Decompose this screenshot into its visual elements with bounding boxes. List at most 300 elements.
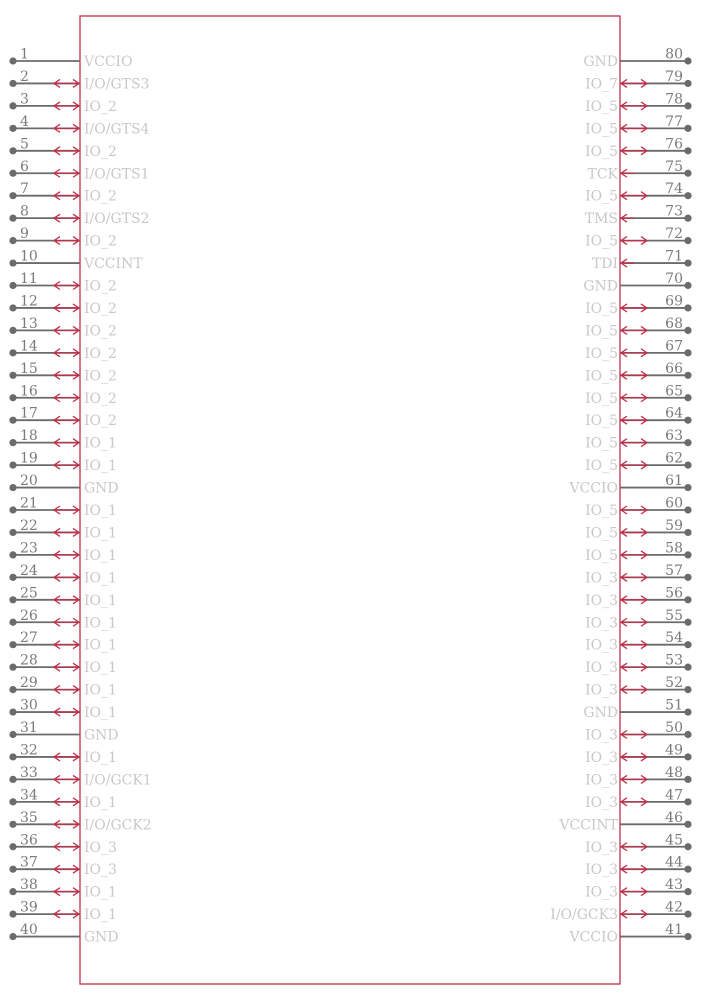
pin-endpoint-dot: [684, 843, 691, 850]
pin-name: IO_1: [84, 570, 117, 587]
pin-name: I/O/GCK3: [550, 907, 618, 924]
bidirectional-arrow-icon: [54, 820, 79, 828]
pin-number: 22: [20, 517, 38, 534]
pin-endpoint-dot: [684, 484, 691, 491]
pin-name: IO_2: [84, 233, 117, 250]
pin-number: 51: [665, 697, 683, 714]
pin-name: IO_1: [84, 637, 117, 654]
pin-endpoint-dot: [9, 349, 16, 356]
pin-22: [9, 518, 117, 542]
pin-name: IO_2: [84, 98, 117, 115]
pin-name: IO_3: [585, 660, 618, 677]
pin-endpoint-dot: [684, 596, 691, 603]
bidirectional-arrow-icon: [621, 79, 647, 87]
pin-number: 47: [665, 787, 683, 804]
pin-number: 35: [20, 809, 38, 826]
bidirectional-arrow-icon: [54, 371, 79, 379]
pin-name: TDI: [591, 256, 618, 273]
bidirectional-arrow-icon: [54, 573, 79, 581]
pin-77: [585, 114, 692, 138]
pin-endpoint-dot: [684, 753, 691, 760]
pin-11: [9, 271, 117, 295]
pin-number: 17: [20, 405, 38, 422]
pin-name: I/O/GCK2: [84, 817, 152, 834]
bidirectional-arrow-icon: [54, 865, 79, 873]
pin-endpoint-dot: [684, 551, 691, 558]
pin-number: 57: [665, 562, 683, 579]
pin-endpoint-dot: [684, 57, 691, 64]
pin-26: [9, 608, 117, 632]
pin-80: [583, 47, 691, 71]
pin-41: [568, 922, 691, 946]
pin-endpoint-dot: [9, 327, 16, 334]
pin-number: 11: [20, 271, 38, 287]
pin-endpoint-dot: [9, 664, 16, 671]
pin-36: [9, 832, 117, 856]
pin-number: 80: [665, 46, 683, 63]
pin-number: 56: [665, 585, 683, 602]
pin-name: I/O/GTS3: [84, 76, 150, 93]
pin-number: 55: [665, 607, 683, 624]
pin-44: [585, 855, 692, 879]
pin-68: [585, 316, 692, 340]
pin-name: IO_5: [585, 458, 618, 475]
pin-number: 14: [20, 338, 38, 355]
pin-number: 66: [665, 360, 683, 377]
pin-endpoint-dot: [684, 147, 691, 154]
pin-name: I/O/GTS4: [84, 121, 150, 138]
pin-endpoint-dot: [684, 215, 691, 222]
pin-71: [592, 249, 692, 273]
pin-number: 79: [665, 68, 683, 85]
bidirectional-arrow-icon: [54, 461, 79, 469]
pin-name: IO_3: [585, 682, 618, 699]
pin-number: 60: [665, 495, 683, 512]
pin-number: 44: [665, 854, 683, 871]
pin-number: 61: [665, 473, 683, 490]
pin-endpoint-dot: [9, 439, 16, 446]
pin-name: VCCIO: [569, 480, 618, 497]
pin-endpoint-dot: [9, 551, 16, 558]
pin-70: [583, 271, 691, 295]
pin-name: IO_5: [585, 525, 618, 542]
pin-endpoint-dot: [9, 798, 16, 805]
pin-31: [9, 720, 118, 744]
pin-32: [9, 742, 117, 766]
pin-number: 2: [20, 68, 29, 85]
pin-endpoint-dot: [684, 304, 691, 311]
pin-name: IO_3: [585, 727, 618, 744]
pin-number: 32: [20, 742, 38, 759]
pin-endpoint-dot: [684, 731, 691, 738]
pin-24: [9, 563, 117, 587]
pin-name: IO_5: [585, 121, 618, 138]
pin-66: [585, 361, 692, 385]
pin-number: 13: [20, 315, 38, 332]
bidirectional-arrow-icon: [621, 394, 647, 402]
pin-endpoint-dot: [9, 776, 16, 783]
bidirectional-arrow-icon: [54, 551, 79, 559]
pin-name: GND: [583, 54, 618, 70]
pin-name: I/O/GCK1: [84, 772, 152, 789]
right-pin-column: [550, 47, 691, 946]
pin-endpoint-dot: [9, 147, 16, 154]
pin-5: [9, 136, 117, 160]
pin-39: [9, 900, 117, 924]
input-arrow-icon: [621, 214, 634, 222]
pin-27: [9, 630, 117, 654]
pin-endpoint-dot: [9, 304, 16, 311]
pin-name: GND: [583, 705, 618, 722]
pin-endpoint-dot: [9, 596, 16, 603]
bidirectional-arrow-icon: [621, 192, 647, 200]
pin-name: IO_1: [84, 458, 117, 475]
pin-number: 63: [665, 428, 683, 445]
pin-endpoint-dot: [9, 282, 16, 289]
pin-50: [585, 720, 692, 744]
bidirectional-arrow-icon: [54, 326, 79, 334]
pin-number: 45: [665, 832, 683, 849]
bidirectional-arrow-icon: [54, 506, 79, 514]
bidirectional-arrow-icon: [621, 596, 647, 604]
pin-67: [585, 338, 692, 362]
pin-name: IO_3: [585, 749, 618, 766]
pin-number: 71: [665, 248, 683, 265]
pin-19: [9, 451, 117, 475]
pin-number: 58: [665, 540, 683, 557]
pin-1: [9, 47, 132, 71]
pin-79: [585, 69, 692, 93]
pin-endpoint-dot: [9, 641, 16, 648]
pin-number: 3: [20, 91, 29, 108]
pin-name: IO_1: [84, 749, 117, 766]
pin-name: IO_1: [84, 592, 117, 609]
ic-body-outline: [80, 16, 620, 984]
pin-29: [9, 675, 117, 699]
pin-20: [9, 473, 118, 497]
pin-37: [9, 855, 117, 879]
pin-34: [9, 787, 117, 811]
bidirectional-arrow-icon: [621, 349, 647, 357]
bidirectional-arrow-icon: [621, 731, 647, 739]
pin-endpoint-dot: [684, 911, 691, 918]
pin-number: 40: [20, 922, 38, 939]
pin-name: IO_2: [84, 143, 117, 160]
bidirectional-arrow-icon: [621, 326, 647, 334]
bidirectional-arrow-icon: [621, 865, 647, 873]
pin-name: IO_7: [585, 76, 618, 93]
bidirectional-arrow-icon: [621, 573, 647, 581]
bidirectional-arrow-icon: [621, 416, 647, 424]
pin-46: [558, 810, 691, 834]
pin-number: 42: [665, 899, 683, 916]
pin-number: 29: [20, 675, 38, 692]
bidirectional-arrow-icon: [621, 843, 647, 851]
pin-name: IO_2: [84, 300, 117, 317]
bidirectional-arrow-icon: [621, 618, 647, 626]
pin-number: 59: [665, 517, 683, 534]
pin-endpoint-dot: [9, 619, 16, 626]
pin-name: IO_3: [585, 884, 618, 901]
pin-69: [585, 293, 692, 317]
pin-65: [585, 383, 692, 407]
pin-name: IO_5: [585, 98, 618, 115]
bidirectional-arrow-icon: [54, 775, 79, 783]
pin-endpoint-dot: [684, 708, 691, 715]
pin-18: [9, 428, 117, 452]
pin-10: [9, 249, 143, 273]
pin-number: 6: [20, 158, 29, 175]
pin-endpoint-dot: [9, 866, 16, 873]
bidirectional-arrow-icon: [54, 349, 79, 357]
pin-17: [9, 406, 117, 430]
pin-endpoint-dot: [9, 708, 16, 715]
pin-endpoint-dot: [9, 753, 16, 760]
pin-59: [585, 518, 692, 542]
bidirectional-arrow-icon: [621, 102, 647, 110]
pin-23: [9, 540, 117, 564]
pin-51: [583, 698, 691, 722]
pin-name: IO_1: [84, 503, 117, 519]
input-arrow-icon: [621, 169, 634, 177]
pin-number: 8: [20, 203, 29, 220]
pin-48: [585, 765, 692, 789]
pin-endpoint-dot: [9, 170, 16, 177]
pin-endpoint-dot: [684, 933, 691, 940]
pin-number: 76: [665, 136, 683, 153]
pin-endpoint-dot: [684, 327, 691, 334]
bidirectional-arrow-icon: [54, 753, 79, 761]
pin-number: 72: [665, 226, 683, 243]
pin-name: VCCIO: [84, 54, 133, 70]
pin-name: IO_5: [585, 503, 618, 519]
bidirectional-arrow-icon: [54, 910, 79, 918]
pin-endpoint-dot: [9, 933, 16, 940]
pin-number: 77: [665, 113, 683, 130]
pin-58: [585, 540, 692, 564]
pin-endpoint-dot: [684, 821, 691, 828]
bidirectional-arrow-icon: [54, 282, 79, 290]
pin-number: 78: [665, 91, 683, 108]
pin-number: 48: [665, 764, 683, 781]
pin-number: 67: [665, 338, 683, 355]
pin-number: 73: [665, 203, 683, 220]
pin-name: IO_1: [84, 884, 117, 901]
pin-number: 50: [665, 720, 683, 736]
pin-15: [9, 361, 117, 385]
pin-30: [9, 698, 117, 722]
bidirectional-arrow-icon: [621, 910, 647, 918]
pin-name: IO_5: [585, 390, 618, 407]
bidirectional-arrow-icon: [621, 686, 647, 694]
pin-49: [585, 742, 692, 766]
pin-endpoint-dot: [9, 417, 16, 424]
pin-number: 39: [20, 899, 38, 916]
bidirectional-arrow-icon: [621, 528, 647, 536]
pin-name: I/O/GTS2: [84, 211, 150, 228]
pin-name: VCCINT: [84, 256, 143, 273]
pin-name: IO_2: [84, 390, 117, 407]
pin-number: 24: [20, 562, 38, 579]
bidirectional-arrow-icon: [621, 237, 647, 245]
pin-number: 41: [665, 922, 683, 939]
pin-number: 27: [20, 630, 38, 647]
pin-name: VCCIO: [569, 929, 618, 946]
pin-name: IO_1: [84, 525, 117, 542]
bidirectional-arrow-icon: [54, 596, 79, 604]
pin-number: 52: [665, 675, 683, 692]
pin-number: 36: [20, 832, 38, 849]
pin-endpoint-dot: [684, 282, 691, 289]
pin-63: [585, 428, 692, 452]
bidirectional-arrow-icon: [54, 124, 79, 132]
bidirectional-arrow-icon: [54, 708, 79, 716]
pin-name: IO_3: [585, 862, 618, 879]
pin-endpoint-dot: [684, 237, 691, 244]
pin-name: IO_5: [585, 435, 618, 452]
pin-endpoint-dot: [9, 394, 16, 401]
pin-name: IO_1: [84, 547, 117, 564]
pin-endpoint-dot: [684, 506, 691, 513]
pin-62: [585, 451, 692, 475]
pin-25: [9, 585, 117, 609]
pin-endpoint-dot: [684, 439, 691, 446]
pin-endpoint-dot: [9, 574, 16, 581]
pin-name: IO_1: [84, 660, 117, 677]
pin-number: 70: [665, 271, 683, 287]
pin-endpoint-dot: [9, 259, 16, 266]
pin-number: 21: [20, 495, 38, 512]
pin-name: IO_1: [84, 682, 117, 699]
bidirectional-arrow-icon: [54, 843, 79, 851]
pin-endpoint-dot: [9, 57, 16, 64]
pin-endpoint-dot: [684, 776, 691, 783]
pin-endpoint-dot: [684, 641, 691, 648]
pin-endpoint-dot: [9, 821, 16, 828]
pin-endpoint-dot: [9, 192, 16, 199]
input-arrow-icon: [621, 259, 634, 267]
pin-endpoint-dot: [684, 798, 691, 805]
pin-name: IO_2: [84, 323, 117, 340]
pin-endpoint-dot: [684, 80, 691, 87]
pin-number: 68: [665, 315, 683, 332]
pin-name: IO_1: [84, 435, 117, 452]
pin-name: IO_3: [585, 615, 618, 632]
pin-number: 46: [665, 809, 683, 826]
pin-endpoint-dot: [9, 686, 16, 693]
bidirectional-arrow-icon: [621, 371, 647, 379]
bidirectional-arrow-icon: [621, 888, 647, 896]
pin-name: IO_5: [585, 188, 618, 205]
pin-name: IO_1: [84, 615, 117, 632]
pin-endpoint-dot: [9, 80, 16, 87]
pin-13: [9, 316, 117, 340]
bidirectional-arrow-icon: [54, 304, 79, 312]
pin-name: IO_1: [84, 907, 117, 924]
pin-endpoint-dot: [9, 888, 16, 895]
pin-number: 74: [665, 181, 683, 198]
pin-endpoint-dot: [684, 619, 691, 626]
bidirectional-arrow-icon: [54, 237, 79, 245]
pin-endpoint-dot: [684, 372, 691, 379]
pin-endpoint-dot: [684, 462, 691, 469]
bidirectional-arrow-icon: [54, 439, 79, 447]
pin-name: IO_5: [585, 300, 618, 317]
pin-endpoint-dot: [684, 394, 691, 401]
pin-endpoint-dot: [9, 125, 16, 132]
pin-name: IO_2: [84, 345, 117, 362]
pin-21: [9, 496, 117, 520]
pin-3: [9, 91, 117, 115]
pin-endpoint-dot: [9, 215, 16, 222]
pin-number: 15: [20, 360, 38, 377]
bidirectional-arrow-icon: [54, 618, 79, 626]
pin-name: IO_3: [585, 637, 618, 654]
pin-38: [9, 877, 117, 901]
pin-57: [585, 563, 692, 587]
pin-name: IO_5: [585, 345, 618, 362]
bidirectional-arrow-icon: [54, 888, 79, 896]
bidirectional-arrow-icon: [54, 214, 79, 222]
pin-endpoint-dot: [9, 484, 16, 491]
bidirectional-arrow-icon: [54, 192, 79, 200]
pin-name: GND: [84, 727, 119, 744]
pin-7: [9, 181, 117, 205]
bidirectional-arrow-icon: [621, 506, 647, 514]
pin-endpoint-dot: [684, 170, 691, 177]
pin-number: 34: [20, 787, 38, 804]
pin-endpoint-dot: [684, 866, 691, 873]
pin-61: [568, 473, 691, 497]
pin-name: IO_2: [84, 413, 117, 430]
bidirectional-arrow-icon: [621, 798, 647, 806]
pin-16: [9, 383, 117, 407]
pin-name: VCCINT: [559, 817, 618, 834]
pin-14: [9, 338, 117, 362]
pin-number: 19: [20, 450, 38, 467]
pin-endpoint-dot: [9, 911, 16, 918]
pin-number: 26: [20, 607, 38, 624]
pin-28: [9, 653, 117, 677]
bidirectional-arrow-icon: [54, 686, 79, 694]
pin-42: [550, 900, 691, 924]
pin-60: [585, 496, 692, 520]
bidirectional-arrow-icon: [54, 147, 79, 155]
pin-number: 18: [20, 428, 38, 445]
pin-number: 43: [665, 877, 683, 894]
pin-number: 54: [665, 630, 683, 647]
bidirectional-arrow-icon: [621, 304, 647, 312]
pin-endpoint-dot: [9, 372, 16, 379]
pin-endpoint-dot: [684, 259, 691, 266]
pin-52: [585, 675, 692, 699]
pin-number: 53: [665, 652, 683, 669]
bidirectional-arrow-icon: [54, 798, 79, 806]
pin-number: 10: [20, 248, 38, 265]
pin-number: 49: [665, 742, 683, 759]
bidirectional-arrow-icon: [54, 394, 79, 402]
pin-number: 64: [665, 405, 683, 422]
pin-number: 5: [20, 136, 29, 153]
bidirectional-arrow-icon: [621, 753, 647, 761]
pin-endpoint-dot: [9, 529, 16, 536]
pin-name: IO_1: [84, 794, 117, 811]
pin-endpoint-dot: [9, 506, 16, 513]
bidirectional-arrow-icon: [54, 528, 79, 536]
pin-name: IO_5: [585, 368, 618, 385]
pin-number: 75: [665, 158, 683, 175]
pin-number: 37: [20, 854, 38, 871]
